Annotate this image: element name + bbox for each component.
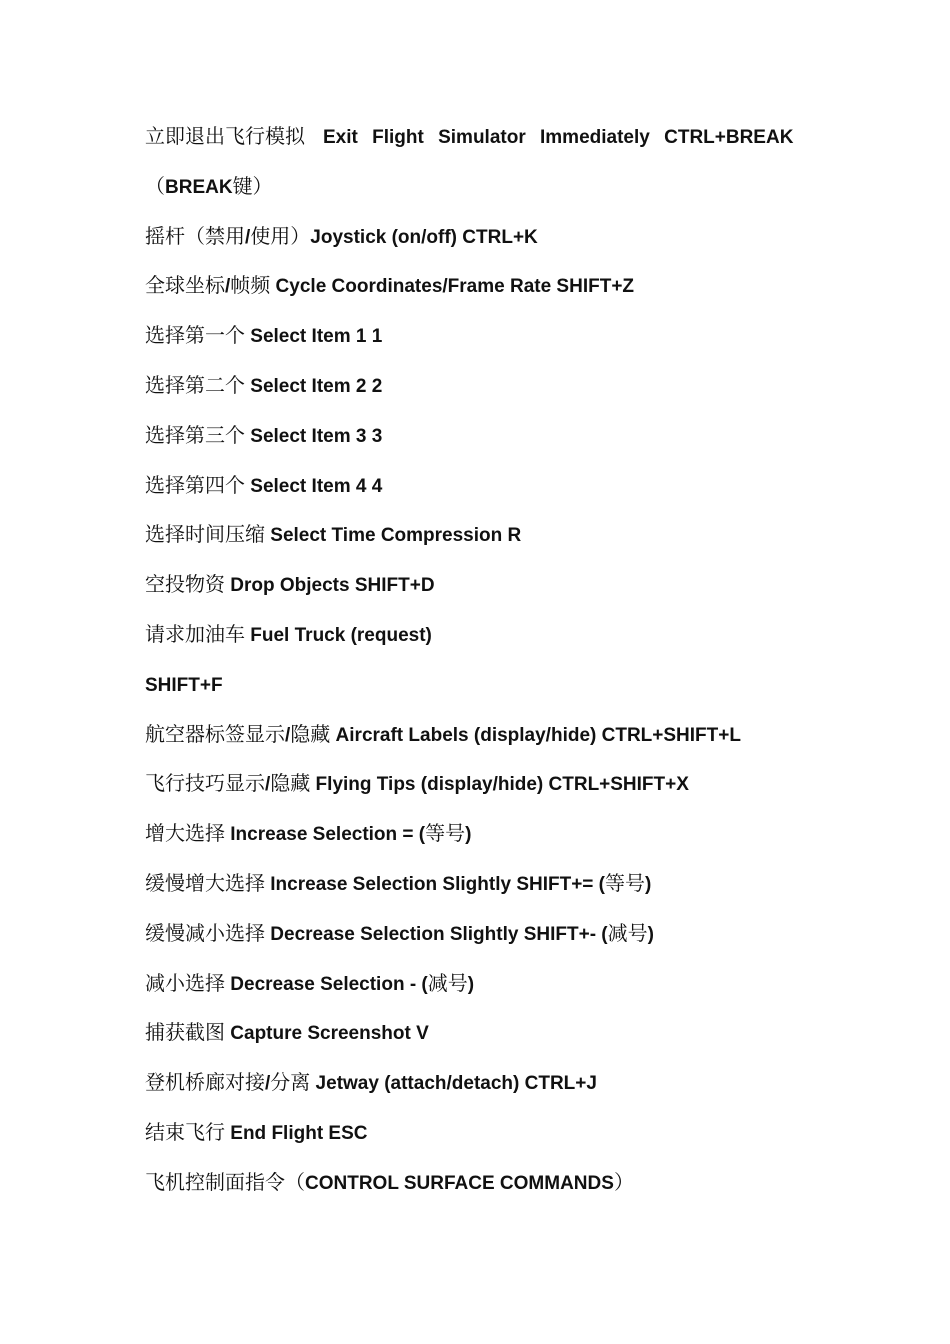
line-text-en: Cycle Coordinates/Frame Rate SHIFT+Z bbox=[270, 276, 635, 298]
section-heading bbox=[145, 1158, 825, 1208]
line-text-zh: 请求加油车 bbox=[145, 621, 245, 646]
line-text-zh: 结束飞行 bbox=[145, 1119, 225, 1144]
line-text-en: Joystick (on/off) CTRL+K bbox=[310, 226, 538, 248]
shortcut-line bbox=[145, 610, 825, 660]
line-text-en: Decrease Selection Slightly SHIFT+- ( bbox=[265, 923, 608, 945]
line-text-en: Capture Screenshot V bbox=[225, 1023, 429, 1045]
shortcut-line bbox=[145, 311, 825, 361]
line-text-en: Select Item 2 2 bbox=[245, 375, 383, 397]
line-text-zh: 选择第三个 bbox=[145, 422, 245, 447]
line-text-zh: 空投物资 bbox=[145, 572, 225, 597]
line-text-en: Fuel Truck (request) bbox=[245, 624, 432, 646]
line-text-zh: 隐藏 bbox=[270, 771, 311, 796]
shortcut-line bbox=[145, 660, 825, 710]
line-text-en: / bbox=[245, 226, 251, 248]
line-text-zh: 飞行技巧显示 bbox=[145, 771, 265, 796]
shortcut-line bbox=[145, 809, 825, 859]
shortcut-line bbox=[145, 859, 825, 909]
line-text-en: ) bbox=[465, 824, 472, 846]
line-text-en: ) bbox=[467, 973, 475, 995]
line-text-zh: ） bbox=[613, 1169, 634, 1194]
line-text-zh: 隐藏 bbox=[290, 721, 331, 746]
line-text-en: Drop Objects SHIFT+D bbox=[225, 575, 435, 597]
line-text-zh: 飞机控制面指令（ bbox=[145, 1169, 305, 1194]
line-text-en: ) bbox=[645, 873, 652, 895]
line-text-en: / bbox=[285, 724, 291, 746]
line-text-en: Select Time Compression R bbox=[265, 525, 522, 547]
line-text-en: Exit Flight Simulator Immediately CTRL+BREAK bbox=[323, 127, 794, 148]
line-text-en: / bbox=[265, 1073, 271, 1095]
shortcut-line bbox=[145, 261, 825, 311]
line-text-en: Increase Selection = ( bbox=[225, 824, 426, 846]
shortcut-line bbox=[145, 461, 825, 511]
shortcut-line bbox=[145, 560, 825, 610]
shortcut-line bbox=[145, 411, 825, 461]
line-text-en: SHIFT+F bbox=[145, 674, 223, 696]
shortcut-line bbox=[145, 1008, 825, 1058]
line-text-zh: 选择第四个 bbox=[145, 472, 245, 497]
line-text-zh: 减小选择 bbox=[145, 970, 225, 995]
line-text-en: / bbox=[225, 276, 231, 298]
line-text-en: Aircraft Labels (display/hide) CTRL+SHIFT+L bbox=[330, 724, 741, 746]
shortcut-line bbox=[145, 1058, 825, 1108]
line-text-en: Select Item 3 3 bbox=[245, 425, 383, 447]
line-text-zh: 选择第一个 bbox=[145, 323, 245, 348]
shortcut-line bbox=[145, 710, 825, 760]
line-text-zh: （ bbox=[145, 173, 165, 198]
line-text-zh: 帧频 bbox=[230, 273, 271, 298]
line-text-en: ) bbox=[647, 923, 654, 945]
shortcut-line bbox=[145, 759, 825, 809]
shortcut-line bbox=[145, 510, 825, 560]
shortcut-line bbox=[145, 1108, 825, 1158]
shortcut-line bbox=[145, 959, 825, 1009]
line-text-zh: 缓慢增大选择 bbox=[145, 870, 265, 895]
line-text-zh: 减号 bbox=[427, 970, 468, 995]
shortcut-line bbox=[145, 162, 825, 212]
line-text-zh: 减号 bbox=[607, 920, 648, 945]
line-text-en: Increase Selection Slightly SHIFT+= ( bbox=[265, 873, 605, 895]
line-text-zh: 全球坐标 bbox=[145, 273, 225, 298]
line-text-zh: 键） bbox=[232, 173, 273, 198]
shortcut-line bbox=[145, 909, 825, 959]
line-text-zh: 捕获截图 bbox=[145, 1020, 225, 1045]
line-text-zh: 增大选择 bbox=[145, 821, 225, 846]
shortcut-line bbox=[145, 361, 825, 411]
line-text-zh: 缓慢减小选择 bbox=[145, 920, 265, 945]
line-text-en: CONTROL SURFACE COMMANDS bbox=[305, 1172, 614, 1194]
shortcut-line bbox=[145, 112, 825, 162]
line-text-zh: 立即退出飞行模拟 bbox=[145, 124, 305, 148]
line-text-en: BREAK bbox=[165, 176, 233, 198]
line-text-zh: 航空器标签显示 bbox=[145, 721, 285, 746]
line-text-zh: 等号 bbox=[605, 870, 645, 895]
line-text-zh: 登机桥廊对接 bbox=[145, 1070, 265, 1095]
line-text-zh: 分离 bbox=[270, 1070, 311, 1095]
shortcut-list bbox=[145, 112, 825, 1208]
line-text-zh: 选择时间压缩 bbox=[145, 522, 265, 547]
line-text-zh: 选择第二个 bbox=[145, 372, 245, 397]
line-text-zh: 摇杆（禁用 bbox=[145, 223, 245, 248]
line-text-en: Flying Tips (display/hide) CTRL+SHIFT+X bbox=[310, 774, 689, 796]
line-text-en: End Flight ESC bbox=[225, 1122, 368, 1144]
line-text-en: Select Item 4 4 bbox=[245, 475, 383, 497]
line-text-zh: 等号 bbox=[425, 821, 466, 846]
line-text-en: Jetway (attach/detach) CTRL+J bbox=[310, 1073, 597, 1095]
line-text-en: Decrease Selection - ( bbox=[225, 973, 428, 995]
line-text-en: Select Item 1 1 bbox=[245, 326, 383, 348]
line-text-zh: 使用） bbox=[250, 223, 311, 248]
shortcut-line bbox=[145, 212, 825, 262]
line-text-en: / bbox=[265, 774, 271, 796]
